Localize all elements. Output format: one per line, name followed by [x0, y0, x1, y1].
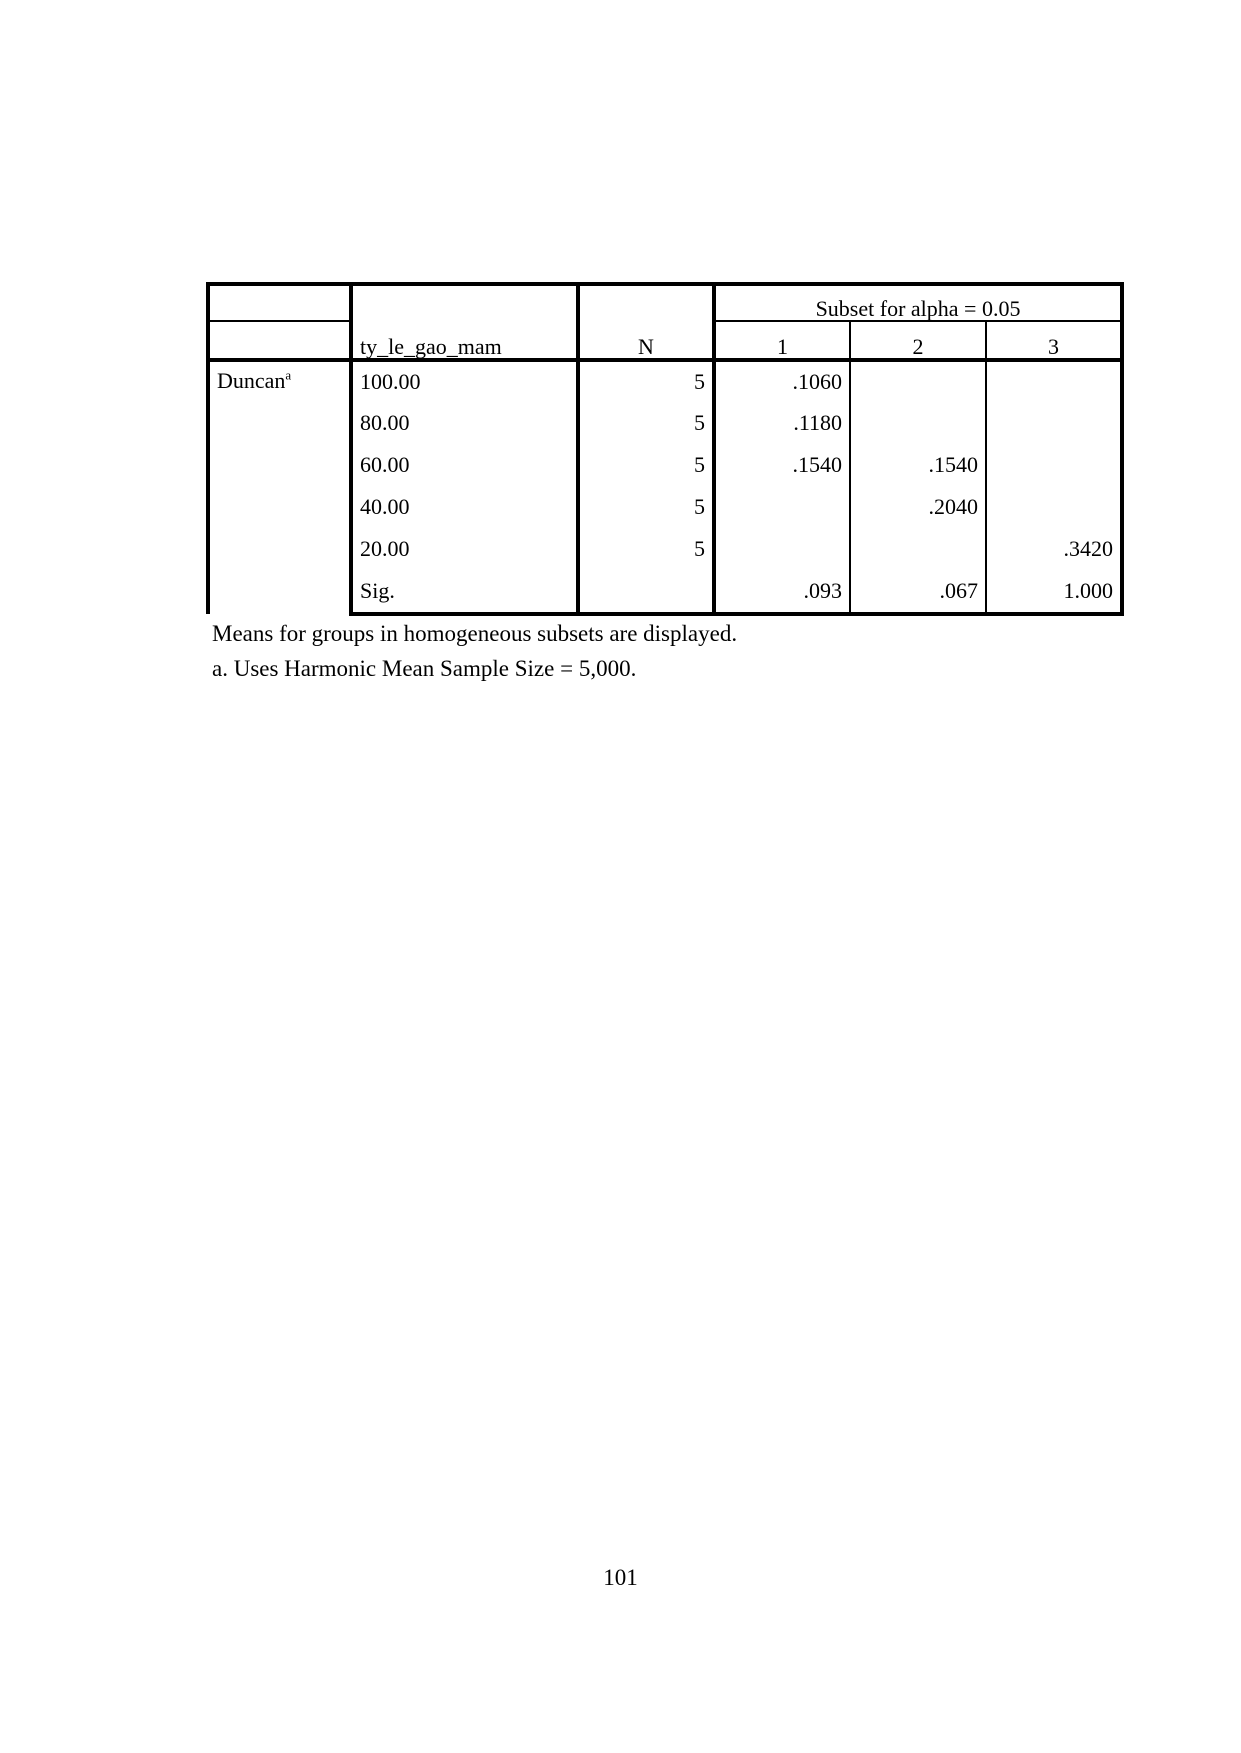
n-value: 5 — [578, 402, 714, 444]
header-n-cell-top — [578, 284, 714, 321]
subset-1-value: .1180 — [714, 402, 850, 444]
header-row-1 — [208, 284, 1122, 321]
header-corner-cell-top — [208, 284, 351, 321]
n-value: 5 — [578, 486, 714, 528]
subset-2-value — [850, 528, 986, 570]
footnote-means: Means for groups in homogeneous subsets are displayed. — [212, 621, 738, 646]
subset-1-value: .1540 — [714, 444, 850, 486]
group-value: 100.00 — [351, 360, 578, 402]
footnote-harmonic-mean: a. Uses Harmonic Mean Sample Size = 5,000. — [212, 656, 637, 681]
header-corner-cell-bottom — [208, 321, 351, 360]
subset-header: Subset for alpha = 0.05 — [714, 284, 1122, 321]
subset-1-value: .1060 — [714, 360, 850, 402]
subset-1-header: 1 — [714, 321, 850, 360]
subset-3-value — [986, 444, 1122, 486]
subset-1-value — [714, 528, 850, 570]
n-value: 5 — [578, 360, 714, 402]
group-column-header: ty_le_gao_mam — [351, 321, 578, 360]
subset-2-sig: .067 — [850, 570, 986, 614]
method-label: Duncan — [217, 368, 286, 393]
subset-3-value — [986, 486, 1122, 528]
group-value: 20.00 — [351, 528, 578, 570]
duncan-homogeneous-subsets-table — [206, 282, 1124, 616]
method-label-cell — [208, 360, 351, 614]
method-superscript: a — [285, 367, 292, 383]
group-value: 80.00 — [351, 402, 578, 444]
table-footnotes — [212, 616, 737, 686]
subset-2-header: 2 — [850, 321, 986, 360]
group-value: 40.00 — [351, 486, 578, 528]
n-value — [578, 570, 714, 614]
subset-1-sig: .093 — [714, 570, 850, 614]
table-row — [208, 360, 1122, 402]
subset-2-value — [850, 402, 986, 444]
sig-label: Sig. — [351, 570, 578, 614]
subset-3-value: .3420 — [986, 528, 1122, 570]
subset-2-value: .2040 — [850, 486, 986, 528]
subset-3-sig: 1.000 — [986, 570, 1122, 614]
n-value: 5 — [578, 528, 714, 570]
subset-2-value: .1540 — [850, 444, 986, 486]
page-number: 101 — [603, 1565, 638, 1590]
subset-3-header: 3 — [986, 321, 1122, 360]
header-group-cell-top — [351, 284, 578, 321]
n-value: 5 — [578, 444, 714, 486]
subset-3-value — [986, 360, 1122, 402]
subset-3-value — [986, 402, 1122, 444]
group-value: 60.00 — [351, 444, 578, 486]
n-column-header: N — [578, 321, 714, 360]
duncan-table-wrapper — [206, 282, 1124, 616]
subset-2-value — [850, 360, 986, 402]
subset-1-value — [714, 486, 850, 528]
header-row-2 — [208, 321, 1122, 360]
